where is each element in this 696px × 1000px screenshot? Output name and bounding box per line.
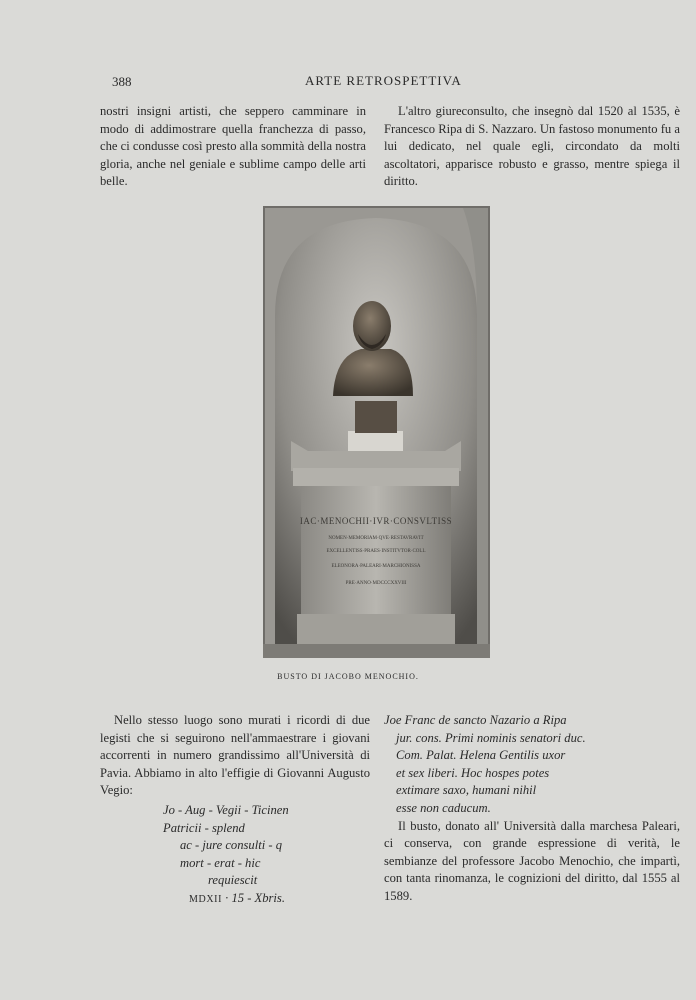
epitaph-line: Patricii - splend bbox=[163, 820, 245, 835]
top-left-paragraph: nostri insigni artisti, che seppero camminare in modo di addimostrare quella franchezza di passo, che ci condusse così presto alla sommità della nostra gloria, anche nel geniale e sublime campo delle arti belle. bbox=[100, 104, 366, 189]
epitaph-day: · 15 - Xbris. bbox=[225, 890, 285, 905]
page-number: 388 bbox=[112, 74, 132, 89]
epitaph-line: esse non caducum. bbox=[396, 800, 491, 815]
bottom-right-column bbox=[384, 710, 680, 906]
inscription-line: ELEONORA·PALEARI·MARCHIONISSA bbox=[331, 564, 421, 569]
epitaph-line: extimare saxo, humani nihil bbox=[396, 783, 537, 798]
bust-photograph bbox=[263, 206, 490, 658]
bottom-left-column bbox=[100, 712, 370, 909]
top-left-column bbox=[100, 103, 366, 191]
epitaph-line: Jo - Aug - Vegii - Ticinen bbox=[163, 802, 289, 817]
top-right-column bbox=[384, 103, 680, 191]
epitaph-line: Joe Franc de sancto Nazario a Ripa bbox=[384, 713, 567, 727]
epitaph-date-line bbox=[163, 890, 370, 909]
bottom-left-paragraph: Nello stesso luogo sono murati i ricordi di due legisti che si seguirono nell'ammaestrare i giovani accorrenti in numero grandissimo all'Università di Pavia. Abbiamo in alto l'effigie di Giovanni Augusto Vegio: bbox=[100, 713, 370, 798]
bottom-right-paragraph: Il busto, donato all' Università dalla marchesa Paleari, ci conserva, con grande espressione di verità, le sembianze del professore Jacobo Menochio, che impartì, con tanta rinomanza, le cognizioni del diritto, dal 1555 al 1589. bbox=[384, 818, 680, 903]
epitaph-line: ac - jure consulti - q bbox=[180, 838, 283, 853]
vegio-epitaph bbox=[100, 802, 370, 909]
inscription-line: PRE·ANNO·MDCCCXXVIII bbox=[345, 581, 407, 586]
ripa-epitaph bbox=[384, 712, 680, 818]
epitaph-line: mort - erat - hic bbox=[180, 855, 261, 870]
epitaph-year: MDXII bbox=[189, 893, 222, 905]
epitaph-line: et sex liberi. Hoc hospes potes bbox=[396, 765, 550, 780]
running-title: ARTE RETROSPETTIVA bbox=[305, 73, 462, 88]
epitaph-line: jur. cons. Primi nominis senatori duc. bbox=[396, 730, 586, 745]
inscription-line: EXCELLENTISS·PRAES·INSTITVTOR·COLL bbox=[326, 549, 426, 554]
epitaph-line: Com. Palat. Helena Gentilis uxor bbox=[396, 748, 566, 763]
figure-caption: BUSTO DI JACOBO MENOCHIO. bbox=[277, 672, 419, 681]
inscription-line: NOMEN·MEMORIAM·QVE·RESTAVRAVIT bbox=[328, 536, 424, 541]
inscription-line: IAC·MENOCHII·IVR·CONSVLTISS bbox=[299, 516, 453, 526]
top-right-paragraph: L'altro giureconsulto, che insegnò dal 1520 al 1535, è Francesco Ripa di S. Nazzaro. Un fastoso monumento fu a lui dedicato, nel quale egli, circondato da molti ascoltatori, apparisce robusto e grasso, mentre spiega il diritto. bbox=[384, 104, 680, 189]
epitaph-line: requiescit bbox=[208, 873, 258, 888]
